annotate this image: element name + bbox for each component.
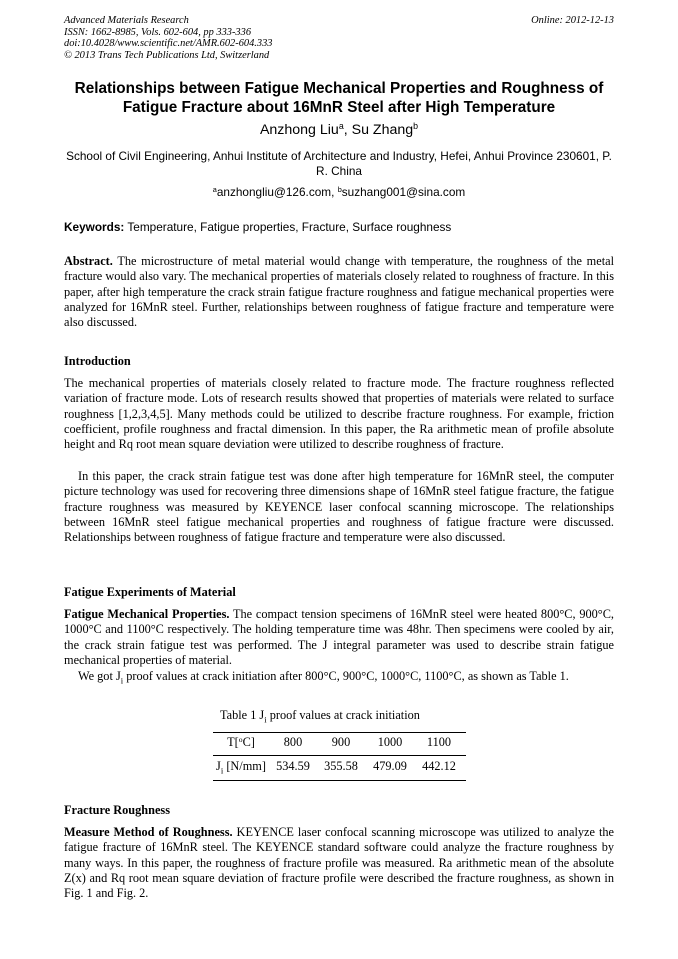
abstract-text: The microstructure of metal material would change with temperature, the roughness of the metal fracture would also vary. The mechanical properties of materials closely related to roughness of fracture. In this paper, after high temperature the crack strain fatigue fracture roughness and fatigue mechanical properties were analyzed for 16MnR steel. Further, relationships between roughness of fatigue fracture and temperature were also discussed. [64, 254, 614, 330]
fatigue-paragraph-2-text: proof values at crack initiation after 800°C, 900°C, 1000°C, 1100°C, as shown as Table 1. [123, 669, 569, 683]
table-cell: 1100 [426, 735, 452, 749]
fatigue-paragraph-1-text: The compact tension specimens of 16MnR steel were heated 800°C, 900°C, 1000°C and 1100°C respectively. The holding temperature time was 48hr. Then specimens were cooled by air, the crack strain fatigue test was performed. The J integral parameter was used to describe strain fatigue mechanical properties of material. [64, 607, 614, 667]
table-bottom-rule [213, 780, 466, 781]
author-emails [0, 185, 678, 199]
section-heading-fatigue-experiments: Fatigue Experiments of Material [64, 585, 236, 599]
journal-issn: ISSN: 1662-8985, Vols. 602-604, pp 333-336 [64, 26, 252, 38]
table-caption-text: proof values at crack initiation [266, 708, 420, 722]
cell-text: T[ [227, 735, 239, 749]
table-row-header [213, 759, 269, 774]
abstract [64, 254, 614, 330]
table-cell: 1000 [377, 735, 403, 749]
subscript: i [220, 765, 224, 776]
table-cell: 442.12 [422, 759, 456, 773]
table-mid-rule [213, 755, 466, 756]
introduction-paragraph-2: In this paper, the crack strain fatigue test was done after high temperature for 16MnR steel, the computer picture technology was used for recovering three dimensions shape of 16MnR steel fatigue fracture, the fatigue fracture roughness was measured by KEYENCE laser confocal scanning microscope. The relationships between 16MnR steel fatigue mechanical properties and roughness of fatigue fracture were discussed. Relationships between roughness of fatigue fracture and temperature were also discussed. [64, 469, 614, 545]
fatigue-paragraph-1 [64, 607, 614, 668]
table-top-rule [213, 732, 466, 733]
cell-text: J [216, 759, 221, 773]
roughness-paragraph-1-text: KEYENCE laser confocal scanning microscope was utilized to analyze the fatigue fracture of 16MnR steel. The KEYENCE standard software could analyze the fracture roughness by many ways. In this paper, the roughness of fracture profile was measured. Ra arithmetic mean of the absolute Z(x) and Rq root mean square deviation of fracture profile were described the fracture roughness, as shown in Fig. 1 and Fig. 2. [64, 825, 614, 901]
author-list [0, 122, 678, 138]
author-name: Anzhong Liu [259, 122, 339, 138]
subsection-label: Measure Method of Roughness. [64, 825, 233, 839]
fatigue-paragraph-2-text: We got J [78, 669, 121, 683]
table-caption-text: Table 1 J [220, 708, 265, 722]
journal-copyright: © 2013 Trans Tech Publications Ltd, Switzerland [64, 49, 270, 61]
keywords-label: Keywords: [64, 220, 125, 234]
subscript: i [120, 675, 124, 686]
abstract-label: Abstract. [64, 254, 113, 268]
table-row-temperature [213, 735, 466, 751]
author-superscript: a [338, 121, 344, 132]
section-heading-fracture-roughness: Fracture Roughness [64, 803, 171, 817]
author-superscript: b [413, 121, 419, 132]
roughness-paragraph-1 [64, 825, 614, 901]
table-cell: 800 [283, 735, 303, 749]
paper-title: Relationships between Fatigue Mechanical Properties and Roughness of Fatigue Fracture about 16MnR Steel after High Temperature [74, 80, 604, 116]
cell-text: [N/mm] [223, 759, 266, 773]
table-cell: 900 [331, 735, 351, 749]
subscript: i [264, 714, 267, 725]
table-caption [220, 708, 420, 723]
author-separator: , [343, 122, 352, 138]
subsection-label: Fatigue Mechanical Properties. [64, 607, 230, 621]
table-row-ji [213, 759, 466, 775]
table-cell: 355.58 [324, 759, 358, 773]
table-cell: 534.59 [276, 759, 310, 773]
keywords-text: Temperature, Fatigue properties, Fracture, Surface roughness [124, 220, 452, 234]
journal-name: Advanced Materials Research [64, 15, 189, 26]
journal-doi: doi:10.4028/www.scientific.net/AMR.602-604.333 [64, 38, 273, 50]
email-address: anzhongliu@126.com [216, 185, 332, 199]
cell-text: C] [242, 735, 255, 749]
introduction-paragraph-1: The mechanical properties of materials closely related to fracture mode. The fracture roughness reflected variation of fracture mode. Lots of research results showed that properties of materials were related to surface roughness [1,2,3,4,5]. Many methods could be utilized to describe fracture roughness. For example, friction coefficient, profile roughness and fractal dimension. In this paper, the Ra arithmetic mean of profile absolute height and Rq root mean square deviation were utilized to describe roughness of fracture. [64, 376, 614, 452]
email-separator: , [331, 185, 338, 199]
table-row-header [213, 735, 269, 750]
section-heading-introduction: Introduction [64, 354, 131, 368]
keywords [64, 220, 614, 234]
fatigue-paragraph-2 [64, 669, 614, 684]
table-cell: 479.09 [373, 759, 407, 773]
online-date: Online: 2012-12-13 [531, 15, 614, 26]
author-name: Su Zhang [351, 122, 414, 138]
superscript: o [238, 734, 243, 744]
email-superscript: a [212, 184, 217, 194]
email-superscript: b [337, 184, 342, 194]
author-affiliation: School of Civil Engineering, Anhui Institute of Architecture and Industry, Hefei, Anhui Province 230601, P. R. China [66, 149, 612, 178]
journal-header [64, 15, 614, 61]
email-address: suzhang001@sina.com [341, 185, 466, 199]
